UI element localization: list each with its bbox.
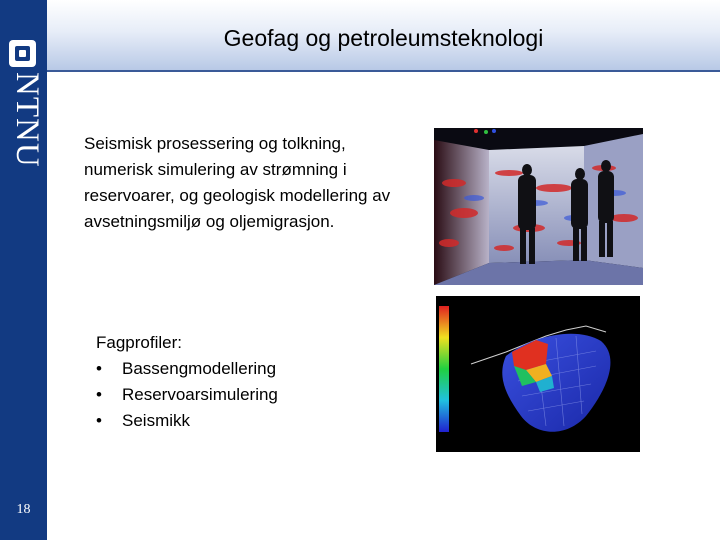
bullet: • bbox=[96, 411, 102, 430]
visualization-room-photo bbox=[434, 128, 643, 285]
list-item-label: Bassengmodellering bbox=[122, 359, 277, 378]
brand-sidebar bbox=[0, 0, 47, 540]
bullet: • bbox=[96, 385, 102, 404]
page-number: 18 bbox=[16, 502, 31, 517]
list-item-label: Seismikk bbox=[122, 411, 191, 430]
slide-title: Geofag og petroleumsteknologi bbox=[223, 25, 544, 51]
list-item-label: Reservoarsimulering bbox=[122, 385, 278, 404]
profiles-list bbox=[96, 356, 278, 434]
slide-description: Seismisk prosessering og tolkning, numerisk simulering av strømning i reservoarer, og geologisk modellering av avsetningsmiljø og oljemigrasjon. bbox=[84, 134, 391, 231]
list-item bbox=[96, 356, 278, 382]
profiles-block bbox=[96, 330, 278, 434]
list-item bbox=[96, 408, 278, 434]
bullet: • bbox=[96, 359, 102, 378]
profiles-heading: Fagprofiler: bbox=[96, 333, 182, 352]
slide-header bbox=[47, 0, 720, 72]
reservoir-simulation-image bbox=[436, 296, 640, 452]
list-item bbox=[96, 382, 278, 408]
brand-wordmark: NTNU bbox=[9, 72, 45, 168]
ntnu-logo-icon bbox=[9, 40, 36, 67]
